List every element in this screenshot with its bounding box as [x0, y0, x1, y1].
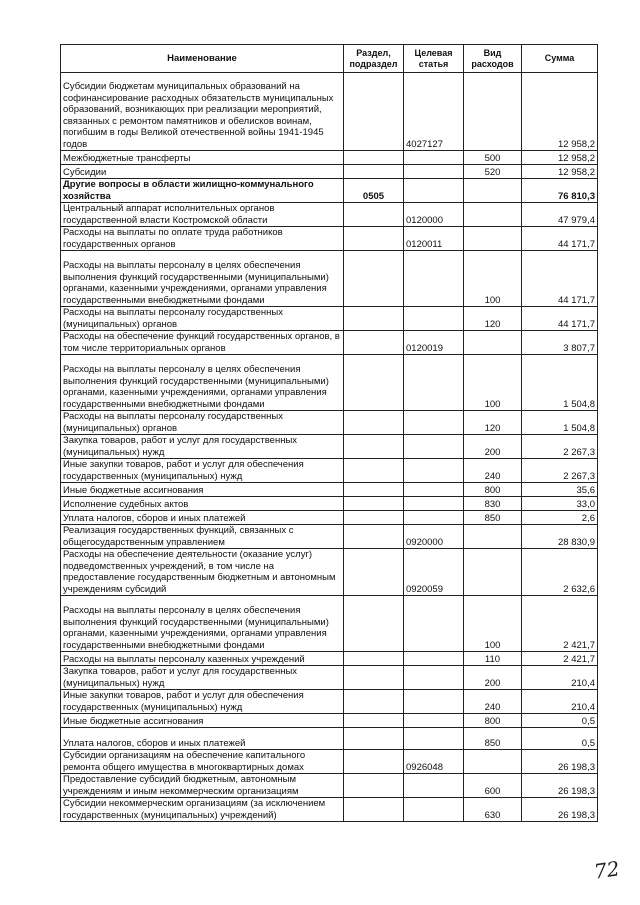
table-row	[61, 750, 598, 774]
cell-sum: 35,6	[522, 483, 598, 497]
cell-name: Расходы на обеспечение деятельности (оказание услуг) подведомственных учреждений, в том числе на предоставление государственным бюджетным и автономным учреждениям субсидий	[61, 549, 344, 596]
cell-section	[344, 549, 404, 596]
cell-name: Межбюджетные трансферты	[61, 151, 344, 165]
cell-name: Предоставление субсидий бюджетным, автономным учреждениям и иным некоммерческим организациям	[61, 774, 344, 798]
table-row	[61, 307, 598, 331]
table-row	[61, 151, 598, 165]
cell-kind: 100	[464, 251, 522, 307]
cell-kind	[464, 331, 522, 355]
cell-target	[404, 774, 464, 798]
cell-section	[344, 483, 404, 497]
cell-name: Иные бюджетные ассигнования	[61, 483, 344, 497]
table-row	[61, 798, 598, 822]
cell-name: Расходы на выплаты персоналу в целях обеспечения выполнения функций государственными (муниципальными) органами, казенными учреждениями, органами управления государственными внебюджетными фондами	[61, 596, 344, 652]
table-row	[61, 525, 598, 549]
cell-sum: 12 958,2	[522, 165, 598, 179]
table-row	[61, 728, 598, 750]
cell-name: Реализация государственных функций, связанных с общегосударственным управлением	[61, 525, 344, 549]
cell-kind: 240	[464, 459, 522, 483]
cell-section	[344, 203, 404, 227]
cell-target: 0920000	[404, 525, 464, 549]
cell-section	[344, 435, 404, 459]
cell-target	[404, 714, 464, 728]
cell-section	[344, 750, 404, 774]
table-header	[61, 45, 598, 73]
cell-sum: 2 421,7	[522, 596, 598, 652]
header-target: Целевая статья	[404, 45, 464, 73]
cell-section	[344, 596, 404, 652]
header-section: Раздел, подраздел	[344, 45, 404, 73]
cell-section	[344, 151, 404, 165]
header-sum: Сумма	[522, 45, 598, 73]
cell-sum: 26 198,3	[522, 798, 598, 822]
cell-name: Иные бюджетные ассигнования	[61, 714, 344, 728]
cell-name: Уплата налогов, сборов и иных платежей	[61, 728, 344, 750]
cell-section	[344, 307, 404, 331]
header-kind: Вид расходов	[464, 45, 522, 73]
cell-section	[344, 497, 404, 511]
cell-target	[404, 165, 464, 179]
cell-target	[404, 251, 464, 307]
cell-name: Расходы на выплаты по оплате труда работников государственных органов	[61, 227, 344, 251]
cell-name: Расходы на выплаты персоналу казенных учреждений	[61, 652, 344, 666]
cell-section	[344, 728, 404, 750]
table-row	[61, 435, 598, 459]
table-row	[61, 497, 598, 511]
cell-sum: 210,4	[522, 666, 598, 690]
cell-sum: 210,4	[522, 690, 598, 714]
cell-sum: 3 807,7	[522, 331, 598, 355]
cell-target	[404, 652, 464, 666]
cell-kind: 850	[464, 511, 522, 525]
cell-target	[404, 179, 464, 203]
cell-section	[344, 666, 404, 690]
cell-kind: 200	[464, 435, 522, 459]
table-row	[61, 227, 598, 251]
cell-sum: 28 830,9	[522, 525, 598, 549]
cell-name: Расходы на выплаты персоналу в целях обеспечения выполнения функций государственными (муниципальными) органами, казенными учреждениями, органами управления государственными внебюджетными фондами	[61, 355, 344, 411]
cell-section	[344, 355, 404, 411]
cell-section	[344, 165, 404, 179]
cell-name: Расходы на обеспечение функций государственных органов, в том числе территориальных органов	[61, 331, 344, 355]
cell-target	[404, 435, 464, 459]
table-row	[61, 652, 598, 666]
cell-section	[344, 525, 404, 549]
cell-target: 0926048	[404, 750, 464, 774]
cell-kind	[464, 203, 522, 227]
cell-sum: 1 504,8	[522, 411, 598, 435]
cell-kind	[464, 549, 522, 596]
cell-sum: 2 267,3	[522, 435, 598, 459]
cell-sum: 1 504,8	[522, 355, 598, 411]
cell-kind: 500	[464, 151, 522, 165]
cell-sum: 2,6	[522, 511, 598, 525]
cell-sum: 2 267,3	[522, 459, 598, 483]
cell-sum: 76 810,3	[522, 179, 598, 203]
cell-kind	[464, 73, 522, 151]
table-row	[61, 203, 598, 227]
cell-sum: 44 171,7	[522, 251, 598, 307]
cell-sum: 0,5	[522, 728, 598, 750]
cell-name: Центральный аппарат исполнительных органов государственной власти Костромской области	[61, 203, 344, 227]
cell-target	[404, 355, 464, 411]
cell-target	[404, 459, 464, 483]
table-row	[61, 690, 598, 714]
cell-kind: 110	[464, 652, 522, 666]
cell-section	[344, 331, 404, 355]
cell-target: 0920059	[404, 549, 464, 596]
cell-target	[404, 798, 464, 822]
table-row	[61, 251, 598, 307]
cell-name: Иные закупки товаров, работ и услуг для обеспечения государственных (муниципальных) нужд	[61, 690, 344, 714]
cell-name: Другие вопросы в области жилищно-коммунального хозяйства	[61, 179, 344, 203]
table-row	[61, 459, 598, 483]
cell-kind	[464, 227, 522, 251]
cell-section	[344, 798, 404, 822]
table-row	[61, 179, 598, 203]
cell-sum: 44 171,7	[522, 307, 598, 331]
cell-section	[344, 714, 404, 728]
table-row	[61, 549, 598, 596]
cell-target	[404, 307, 464, 331]
cell-section	[344, 459, 404, 483]
table-row	[61, 511, 598, 525]
cell-kind: 850	[464, 728, 522, 750]
cell-name: Субсидии	[61, 165, 344, 179]
header-row	[61, 45, 598, 73]
cell-sum: 2 632,6	[522, 549, 598, 596]
cell-sum: 12 958,2	[522, 151, 598, 165]
cell-kind: 600	[464, 774, 522, 798]
cell-kind: 830	[464, 497, 522, 511]
cell-kind: 120	[464, 411, 522, 435]
table-row	[61, 165, 598, 179]
cell-sum: 2 421,7	[522, 652, 598, 666]
cell-target: 0120000	[404, 203, 464, 227]
cell-section: 0505	[344, 179, 404, 203]
table-row	[61, 714, 598, 728]
cell-name: Исполнение судебных актов	[61, 497, 344, 511]
cell-name: Закупка товаров, работ и услуг для государственных (муниципальных) нужд	[61, 435, 344, 459]
table-body	[61, 73, 598, 822]
cell-kind: 520	[464, 165, 522, 179]
table-row	[61, 73, 598, 151]
cell-section	[344, 73, 404, 151]
cell-name: Субсидии некоммерческим организациям (за исключением государственных (муниципальных) учреждений)	[61, 798, 344, 822]
table-row	[61, 596, 598, 652]
cell-target	[404, 483, 464, 497]
cell-kind: 100	[464, 355, 522, 411]
cell-target	[404, 497, 464, 511]
cell-name: Уплата налогов, сборов и иных платежей	[61, 511, 344, 525]
table-row	[61, 483, 598, 497]
cell-section	[344, 774, 404, 798]
cell-section	[344, 411, 404, 435]
cell-name: Закупка товаров, работ и услуг для государственных (муниципальных) нужд	[61, 666, 344, 690]
cell-sum: 0,5	[522, 714, 598, 728]
cell-kind: 200	[464, 666, 522, 690]
budget-table	[60, 44, 598, 822]
cell-kind: 100	[464, 596, 522, 652]
header-name: Наименование	[61, 45, 344, 73]
cell-kind	[464, 179, 522, 203]
cell-kind: 800	[464, 714, 522, 728]
cell-target: 4027127	[404, 73, 464, 151]
cell-target	[404, 728, 464, 750]
cell-sum: 26 198,3	[522, 774, 598, 798]
cell-kind: 240	[464, 690, 522, 714]
cell-name: Расходы на выплаты персоналу государственных (муниципальных) органов	[61, 411, 344, 435]
cell-target: 0120011	[404, 227, 464, 251]
table-row	[61, 355, 598, 411]
cell-sum: 44 171,7	[522, 227, 598, 251]
cell-name: Иные закупки товаров, работ и услуг для обеспечения государственных (муниципальных) нужд	[61, 459, 344, 483]
cell-target	[404, 596, 464, 652]
cell-sum: 47 979,4	[522, 203, 598, 227]
cell-kind	[464, 525, 522, 549]
cell-sum: 33,0	[522, 497, 598, 511]
cell-section	[344, 227, 404, 251]
table-row	[61, 774, 598, 798]
cell-target: 0120019	[404, 331, 464, 355]
table-row	[61, 331, 598, 355]
cell-target	[404, 666, 464, 690]
cell-target	[404, 511, 464, 525]
cell-kind: 120	[464, 307, 522, 331]
cell-kind: 630	[464, 798, 522, 822]
page-number: 72	[592, 856, 621, 884]
cell-section	[344, 652, 404, 666]
cell-sum: 26 198,3	[522, 750, 598, 774]
cell-sum: 12 958,2	[522, 73, 598, 151]
cell-kind	[464, 750, 522, 774]
cell-section	[344, 690, 404, 714]
cell-kind: 800	[464, 483, 522, 497]
cell-name: Расходы на выплаты персоналу государственных (муниципальных) органов	[61, 307, 344, 331]
cell-section	[344, 511, 404, 525]
cell-target	[404, 151, 464, 165]
cell-section	[344, 251, 404, 307]
cell-target	[404, 690, 464, 714]
cell-target	[404, 411, 464, 435]
cell-name: Расходы на выплаты персоналу в целях обеспечения выполнения функций государственными (муниципальными) органами, казенными учреждениями, органами управления государственными внебюджетными фондами	[61, 251, 344, 307]
table-row	[61, 666, 598, 690]
table-row	[61, 411, 598, 435]
cell-name: Субсидии бюджетам муниципальных образований на софинансирование расходных обязательств муниципальных образований, возникающих при реализации мероприятий, связанных с ремонтом памятников и обелисков воинам, погибшим в годы Великой отечественной войны 1941-1945 годов	[61, 73, 344, 151]
cell-name: Субсидии организациям на обеспечение капитального ремонта общего имущества в многоквартирных домах	[61, 750, 344, 774]
